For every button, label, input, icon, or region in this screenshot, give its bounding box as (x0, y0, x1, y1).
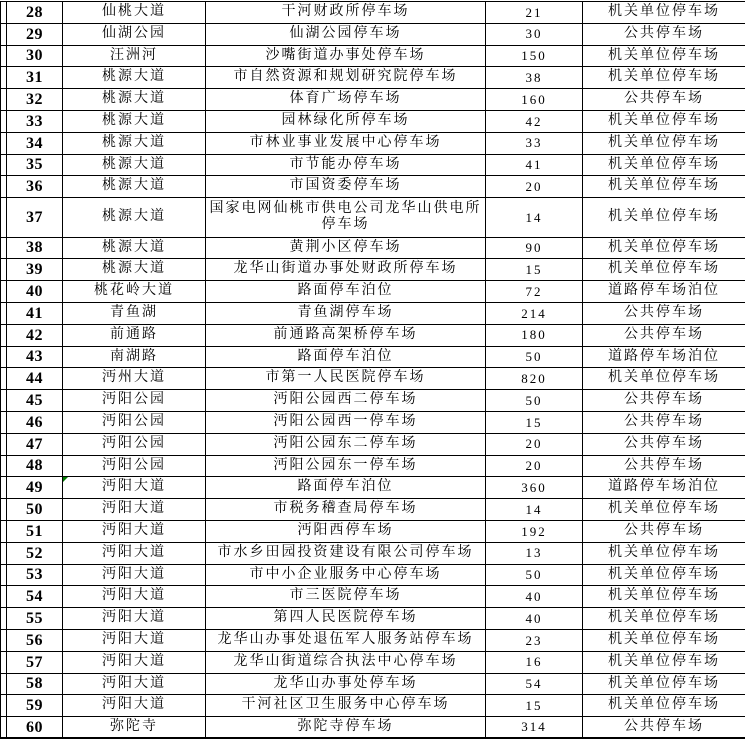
parking-name-cell[interactable]: 沔阳公园东二停车场 (206, 433, 486, 455)
type-cell[interactable]: 机关单位停车场 (583, 67, 745, 89)
type-cell[interactable]: 道路停车场泊位 (583, 477, 745, 499)
row-number-cell[interactable]: 29 (7, 23, 63, 45)
table-row (1, 586, 745, 608)
row-number-cell[interactable]: 36 (7, 176, 63, 198)
street-cell[interactable]: 沔阳公园 (63, 411, 206, 433)
street-cell[interactable]: 南湖路 (63, 346, 206, 368)
spaces-count-cell[interactable]: 50 (486, 564, 583, 586)
row-number-cell[interactable]: 31 (7, 67, 63, 89)
table-row (1, 237, 745, 259)
parking-name-cell[interactable]: 市节能办停车场 (206, 154, 486, 176)
row-number-cell[interactable]: 59 (7, 695, 63, 717)
spaces-count-cell[interactable]: 180 (486, 324, 583, 346)
row-number-cell[interactable]: 39 (7, 259, 63, 281)
spaces-count-cell[interactable]: 360 (486, 477, 583, 499)
row-number-cell[interactable]: 30 (7, 45, 63, 67)
table-row (1, 346, 745, 368)
spaces-count-cell[interactable]: 14 (486, 198, 583, 237)
street-cell[interactable]: 仙桃大道 (63, 2, 206, 24)
type-cell[interactable]: 公共停车场 (583, 23, 745, 45)
table-row (1, 411, 745, 433)
spaces-count-cell[interactable]: 214 (486, 302, 583, 324)
table-row (1, 89, 745, 111)
parking-name-cell[interactable]: 国家电网仙桃市供电公司龙华山供电所停车场 (206, 198, 486, 237)
type-cell[interactable]: 公共停车场 (583, 520, 745, 542)
parking-name-cell[interactable]: 沔阳公园西二停车场 (206, 390, 486, 412)
type-cell[interactable]: 机关单位停车场 (583, 368, 745, 390)
street-cell[interactable]: 沔阳大道 (63, 608, 206, 630)
table-row (1, 154, 745, 176)
parking-table (0, 1, 745, 739)
row-number-cell[interactable]: 38 (7, 237, 63, 259)
spaces-count-cell[interactable]: 40 (486, 586, 583, 608)
street-cell[interactable]: 桃源大道 (63, 132, 206, 154)
spaces-count-cell[interactable]: 150 (486, 45, 583, 67)
parking-name-cell[interactable]: 沔阳公园东一停车场 (206, 455, 486, 477)
street-cell[interactable]: 前通路 (63, 324, 206, 346)
type-cell[interactable]: 公共停车场 (583, 390, 745, 412)
street-cell[interactable]: 青鱼湖 (63, 302, 206, 324)
spaces-count-cell[interactable]: 30 (486, 23, 583, 45)
row-number-cell[interactable]: 37 (7, 198, 63, 237)
street-cell[interactable]: 沔阳大道 (63, 695, 206, 717)
street-cell[interactable]: 桃源大道 (63, 67, 206, 89)
row-number-cell[interactable]: 51 (7, 520, 63, 542)
table-row (1, 477, 745, 499)
street-cell[interactable]: 桃源大道 (63, 176, 206, 198)
spaces-count-cell[interactable]: 16 (486, 651, 583, 673)
street-cell[interactable]: 沔州大道 (63, 368, 206, 390)
spaces-count-cell[interactable]: 13 (486, 542, 583, 564)
spaces-count-cell[interactable]: 42 (486, 110, 583, 132)
type-cell[interactable]: 机关单位停车场 (583, 695, 745, 717)
type-cell[interactable]: 机关单位停车场 (583, 198, 745, 237)
type-cell[interactable]: 机关单位停车场 (583, 564, 745, 586)
type-cell[interactable]: 公共停车场 (583, 302, 745, 324)
type-cell[interactable]: 机关单位停车场 (583, 110, 745, 132)
parking-name-cell[interactable]: 市林业事业发展中心停车场 (206, 132, 486, 154)
type-cell[interactable]: 机关单位停车场 (583, 499, 745, 521)
row-number-cell[interactable]: 53 (7, 564, 63, 586)
spaces-count-cell[interactable]: 50 (486, 346, 583, 368)
type-cell[interactable]: 公共停车场 (583, 433, 745, 455)
table-row (1, 542, 745, 564)
type-cell[interactable]: 道路停车场泊位 (583, 346, 745, 368)
street-cell[interactable]: 桃源大道 (63, 259, 206, 281)
spaces-count-cell[interactable]: 50 (486, 390, 583, 412)
spaces-count-cell[interactable]: 14 (486, 499, 583, 521)
row-number-cell[interactable]: 35 (7, 154, 63, 176)
parking-name-cell[interactable]: 体育广场停车场 (206, 89, 486, 111)
table-row (1, 717, 745, 739)
type-cell[interactable]: 公共停车场 (583, 324, 745, 346)
row-number-cell[interactable]: 34 (7, 132, 63, 154)
spaces-count-cell[interactable]: 314 (486, 717, 583, 739)
spaces-count-cell[interactable]: 15 (486, 695, 583, 717)
row-number-cell[interactable]: 46 (7, 411, 63, 433)
parking-name-cell[interactable]: 弥陀寺停车场 (206, 717, 486, 739)
parking-name-cell[interactable]: 市水乡田园投资建设有限公司停车场 (206, 542, 486, 564)
parking-name-cell[interactable]: 沔阳公园西一停车场 (206, 411, 486, 433)
table-row (1, 629, 745, 651)
spaces-count-cell[interactable]: 15 (486, 259, 583, 281)
spaces-count-cell[interactable]: 38 (486, 67, 583, 89)
parking-name-cell[interactable]: 沙嘴街道办事处停车场 (206, 45, 486, 67)
parking-name-cell[interactable]: 市自然资源和规划研究院停车场 (206, 67, 486, 89)
table-row (1, 651, 745, 673)
type-cell[interactable]: 机关单位停车场 (583, 45, 745, 67)
spaces-count-cell[interactable]: 20 (486, 455, 583, 477)
row-number-cell[interactable]: 55 (7, 608, 63, 630)
street-cell[interactable]: 弥陀寺 (63, 717, 206, 739)
street-cell[interactable]: 沔阳公园 (63, 433, 206, 455)
street-cell[interactable]: 汪洲河 (63, 45, 206, 67)
parking-name-cell[interactable]: 龙华山办事处停车场 (206, 673, 486, 695)
street-cell[interactable]: 桃花岭大道 (63, 281, 206, 303)
row-number-cell[interactable]: 33 (7, 110, 63, 132)
table-row (1, 499, 745, 521)
table-row (1, 67, 745, 89)
parking-name-cell[interactable]: 路面停车泊位 (206, 346, 486, 368)
street-cell[interactable]: 桃源大道 (63, 237, 206, 259)
table-row (1, 259, 745, 281)
table-row (1, 281, 745, 303)
row-number-cell[interactable]: 50 (7, 499, 63, 521)
parking-name-cell[interactable]: 市第一人民医院停车场 (206, 368, 486, 390)
type-cell[interactable]: 公共停车场 (583, 717, 745, 739)
street-cell[interactable]: 沔阳大道 (63, 542, 206, 564)
row-number-cell[interactable]: 32 (7, 89, 63, 111)
street-cell[interactable]: 桃源大道 (63, 89, 206, 111)
row-number-cell[interactable]: 52 (7, 542, 63, 564)
parking-name-cell[interactable]: 市中小企业服务中心停车场 (206, 564, 486, 586)
street-cell[interactable]: 沔阳大道 (63, 629, 206, 651)
street-cell[interactable]: 沔阳大道 (63, 477, 206, 499)
parking-name-cell[interactable]: 市三医院停车场 (206, 586, 486, 608)
type-cell[interactable]: 机关单位停车场 (583, 542, 745, 564)
parking-name-cell[interactable]: 干河财政所停车场 (206, 2, 486, 24)
spaces-count-cell[interactable]: 54 (486, 673, 583, 695)
street-cell[interactable]: 桃源大道 (63, 110, 206, 132)
table-row (1, 455, 745, 477)
parking-name-cell[interactable]: 黄荆小区停车场 (206, 237, 486, 259)
parking-name-cell[interactable]: 龙华山街道办事处财政所停车场 (206, 259, 486, 281)
street-cell[interactable]: 仙湖公园 (63, 23, 206, 45)
error-indicator-triangle-icon (63, 477, 68, 482)
type-cell[interactable]: 机关单位停车场 (583, 586, 745, 608)
parking-name-cell[interactable]: 路面停车泊位 (206, 281, 486, 303)
table-row (1, 45, 745, 67)
parking-name-cell[interactable]: 龙华山街道综合执法中心停车场 (206, 651, 486, 673)
table-row (1, 608, 745, 630)
parking-name-cell[interactable]: 前通路高架桥停车场 (206, 324, 486, 346)
row-number-cell[interactable]: 49 (7, 477, 63, 499)
table-row (1, 132, 745, 154)
type-cell[interactable]: 机关单位停车场 (583, 176, 745, 198)
street-cell[interactable]: 沔阳公园 (63, 390, 206, 412)
type-cell[interactable]: 公共停车场 (583, 89, 745, 111)
spaces-count-cell[interactable]: 160 (486, 89, 583, 111)
street-cell[interactable]: 沔阳大道 (63, 586, 206, 608)
street-cell[interactable]: 沔阳大道 (63, 651, 206, 673)
street-cell[interactable]: 桃源大道 (63, 154, 206, 176)
street-cell[interactable]: 沔阳大道 (63, 520, 206, 542)
row-number-cell[interactable]: 56 (7, 629, 63, 651)
type-cell[interactable]: 机关单位停车场 (583, 629, 745, 651)
spaces-count-cell[interactable]: 820 (486, 368, 583, 390)
row-number-cell[interactable]: 45 (7, 390, 63, 412)
type-cell[interactable]: 道路停车场泊位 (583, 281, 745, 303)
table-row (1, 176, 745, 198)
type-cell[interactable]: 机关单位停车场 (583, 2, 745, 24)
spaces-count-cell[interactable]: 15 (486, 411, 583, 433)
type-cell[interactable]: 机关单位停车场 (583, 154, 745, 176)
type-cell[interactable]: 公共停车场 (583, 411, 745, 433)
type-cell[interactable]: 机关单位停车场 (583, 237, 745, 259)
table-row (1, 2, 745, 24)
spaces-count-cell[interactable]: 33 (486, 132, 583, 154)
table-row (1, 390, 745, 412)
row-number-cell[interactable]: 43 (7, 346, 63, 368)
street-cell[interactable]: 沔阳大道 (63, 673, 206, 695)
spaces-count-cell[interactable]: 23 (486, 629, 583, 651)
spaces-count-cell[interactable]: 192 (486, 520, 583, 542)
parking-name-cell[interactable]: 仙湖公园停车场 (206, 23, 486, 45)
parking-name-cell[interactable]: 市税务稽查局停车场 (206, 499, 486, 521)
parking-name-cell[interactable]: 园林绿化所停车场 (206, 110, 486, 132)
street-cell[interactable]: 桃源大道 (63, 198, 206, 237)
spaces-count-cell[interactable]: 90 (486, 237, 583, 259)
parking-name-cell[interactable]: 龙华山办事处退伍军人服务站停车场 (206, 629, 486, 651)
table-row (1, 302, 745, 324)
table-row (1, 198, 745, 237)
street-cell[interactable]: 沔阳大道 (63, 564, 206, 586)
table-row (1, 695, 745, 717)
table-row (1, 673, 745, 695)
street-cell[interactable]: 沔阳大道 (63, 499, 206, 521)
row-number-cell[interactable]: 40 (7, 281, 63, 303)
parking-name-cell[interactable]: 第四人民医院停车场 (206, 608, 486, 630)
row-number-cell[interactable]: 41 (7, 302, 63, 324)
spaces-count-cell[interactable]: 41 (486, 154, 583, 176)
row-number-cell[interactable]: 28 (7, 2, 63, 24)
parking-name-cell[interactable]: 青鱼湖停车场 (206, 302, 486, 324)
table-row (1, 564, 745, 586)
type-cell[interactable]: 公共停车场 (583, 455, 745, 477)
row-number-cell[interactable]: 42 (7, 324, 63, 346)
row-number-cell[interactable]: 60 (7, 717, 63, 739)
table-row (1, 23, 745, 45)
row-number-cell[interactable]: 54 (7, 586, 63, 608)
row-number-cell[interactable]: 58 (7, 673, 63, 695)
row-number-cell[interactable]: 57 (7, 651, 63, 673)
table-row (1, 110, 745, 132)
row-number-cell[interactable]: 44 (7, 368, 63, 390)
type-cell[interactable]: 机关单位停车场 (583, 132, 745, 154)
spaces-count-cell[interactable]: 20 (486, 433, 583, 455)
spaces-count-cell[interactable]: 20 (486, 176, 583, 198)
parking-name-cell[interactable]: 干河社区卫生服务中心停车场 (206, 695, 486, 717)
type-cell[interactable]: 机关单位停车场 (583, 259, 745, 281)
type-cell[interactable]: 机关单位停车场 (583, 673, 745, 695)
spaces-count-cell[interactable]: 40 (486, 608, 583, 630)
table-row (1, 520, 745, 542)
street-cell[interactable]: 沔阳公园 (63, 455, 206, 477)
spaces-count-cell[interactable]: 21 (486, 2, 583, 24)
table-row (1, 324, 745, 346)
parking-name-cell[interactable]: 路面停车泊位 (206, 477, 486, 499)
type-cell[interactable]: 机关单位停车场 (583, 608, 745, 630)
parking-name-cell[interactable]: 市国资委停车场 (206, 176, 486, 198)
type-cell[interactable]: 机关单位停车场 (583, 651, 745, 673)
spaces-count-cell[interactable]: 72 (486, 281, 583, 303)
table-row (1, 368, 745, 390)
parking-name-cell[interactable]: 沔阳西停车场 (206, 520, 486, 542)
row-number-cell[interactable]: 48 (7, 455, 63, 477)
row-number-cell[interactable]: 47 (7, 433, 63, 455)
table-row (1, 433, 745, 455)
